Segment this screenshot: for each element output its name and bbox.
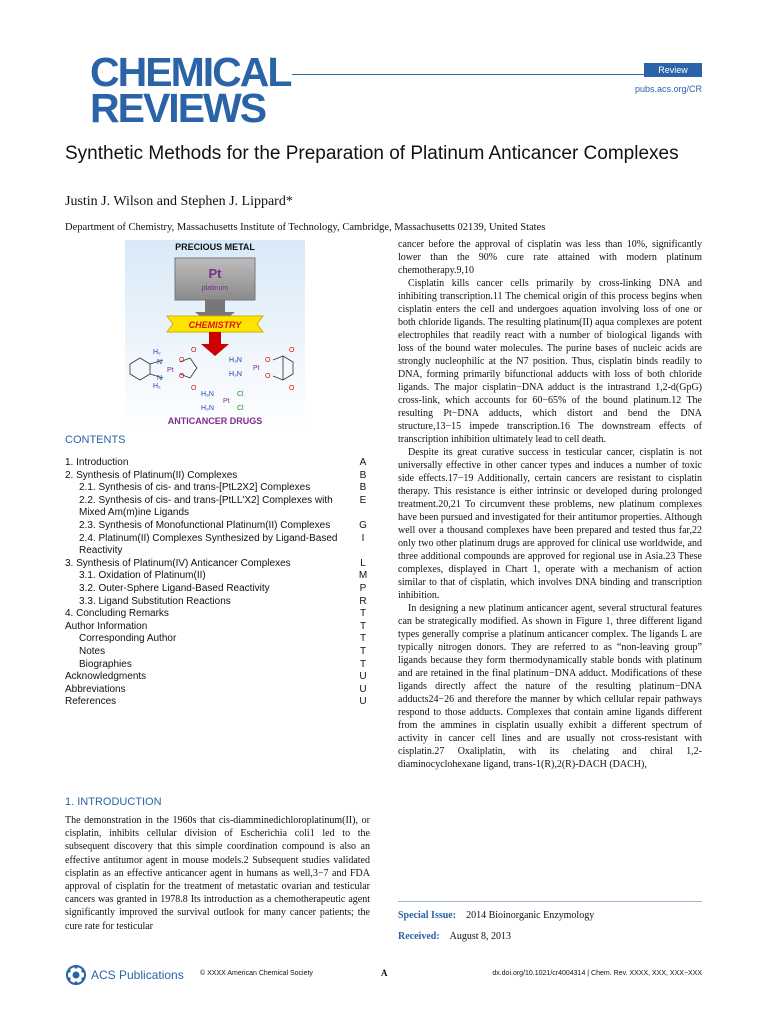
toc-item-page: B (359, 469, 367, 481)
cisplatin-cl-bottom: Cl (237, 405, 244, 412)
carboplatin-pt: Pt (253, 365, 260, 372)
review-badge: Review (644, 63, 702, 77)
introduction-body (65, 814, 370, 933)
received-value: August 8, 2013 (449, 931, 512, 942)
special-issue-label: Special Issue: (398, 910, 457, 921)
paragraph-2: Cisplatin kills cancer cells primarily by cross-linking DNA and inhibiting transcription.11 The chemical origin of this process begins when cisplatin enters the cell and undergoes aquation involving loss of one or both chloride ligands. The resulting platinum(II) aqua complexes are potent electrophiles that readily react with a number of biological ligands with loss of the bound water molecules. The purine bases of nucleic acids are strongly nucleophilic at the N7 position. Thus, cisplatin binds readily to DNA, forming primarily bifunctional adducts with loss of both chloride ligands. The major cisplatin−DNA adduct is the intrastrand 1,2-d(GpG) cross-link, which accounts for 60−65% of the bound platinum.12 The resulting Pt−DNA adducts, which distort and bend the DNA structure,13−15 impede transcription.16 The downstream effects of transcription inhibition ultimately lead to cell death. (398, 278, 702, 445)
oxaliplatin-o-bottom: O (179, 373, 185, 380)
toc-item-label: 2.1. Synthesis of cis- and trans-[PtL2X2] Complexes (79, 482, 311, 494)
toc-item-label: 1. Introduction (65, 457, 129, 468)
oxaliplatin-h2-top: H₂ (153, 349, 161, 356)
meta-rule (398, 901, 702, 902)
cisplatin-cl-top: Cl (237, 391, 244, 398)
carboplatin-o-carbonyl-top: O (289, 347, 295, 354)
toc-item-page: T (359, 608, 367, 620)
oxaliplatin-o-carbonyl-bottom: O (191, 385, 197, 392)
table-of-contents (65, 457, 370, 709)
paragraph-4: In designing a new platinum anticancer agent, several structural features can be strategically modified. As shown in Figure 1, three different ligand types generally comprise a platinum anticancer complex. The ligands L are typically nitrogen donors. They are referred to as “non-leaving group” ligands because they form thermodynamically stable bonds with platinum and are retained in the final platinum−DNA adduct. Modifications of these ligands directly affect the nature of the resulting platinum−DNA adducts24−26 and therefore the manner by which cellular repair pathways respond to those adducts. Complexes that contain amine ligands different from the ammines in cisplatin usually exhibit a different spectrum of activity in cancer cell lines and are usually not cross-resistant with cisplatin.27 Oxaliplatin, with its chelating and chiral 1,2-diaminocyclohexane ligand, trans-1(R),2(R)-DACH (DACH), (398, 603, 702, 770)
toc-item-page: U (359, 696, 367, 708)
acs-publications-logo (65, 964, 195, 986)
toc-item-label: 2.4. Platinum(II) Complexes Synthesized by Ligand-Based Reactivity (79, 532, 338, 557)
article-title: Synthetic Methods for the Preparation of Platinum Anticancer Complexes (65, 143, 679, 164)
toc-graphic (125, 240, 305, 430)
right-column-body (398, 238, 702, 771)
contents-heading: CONTENTS (65, 434, 126, 446)
toc-item[interactable] (65, 671, 370, 684)
toc-item-page: T (359, 658, 367, 670)
journal-logo (90, 49, 310, 132)
toc-item-label: 3.2. Outer-Sphere Ligand-Based Reactivity (79, 582, 270, 594)
carboplatin-o-bottom: O (265, 373, 271, 380)
toc-item[interactable] (65, 457, 370, 470)
cisplatin-pt: Pt (223, 398, 230, 405)
logo-line-1: CHEMICAL (90, 49, 291, 95)
toc-item[interactable] (65, 608, 370, 621)
toc-item[interactable] (65, 659, 370, 672)
toc-item-page: T (359, 645, 367, 657)
toc-item-label: Author Information (65, 620, 148, 632)
toc-graphic-svg (125, 240, 305, 430)
graphic-top-label: PRECIOUS METAL (175, 242, 255, 252)
toc-item-page: G (359, 519, 367, 531)
toc-item-page: R (359, 595, 367, 607)
toc-item[interactable] (65, 520, 370, 533)
element-symbol: Pt (208, 266, 222, 281)
carboplatin-o-top: O (265, 357, 271, 364)
oxaliplatin-o-carbonyl-top: O (191, 347, 197, 354)
affiliation: Department of Chemistry, Massachusetts Institute of Technology, Cambridge, Massachusetts 02139, United States (65, 222, 546, 233)
toc-item-label: Abbreviations (65, 683, 126, 695)
toc-item-label: 2.3. Synthesis of Monofunctional Platinum(II) Complexes (79, 519, 331, 531)
toc-item-label: 2. Synthesis of Platinum(II) Complexes (65, 469, 238, 481)
oxaliplatin-h2-bottom: H₂ (153, 383, 161, 390)
toc-item-page: T (359, 633, 367, 645)
toc-item-label: 4. Concluding Remarks (65, 608, 169, 620)
introduction-paragraph: The demonstration in the 1960s that cis-diamminedichloroplatinum(II), or cisplatin, inhibits cellular division of Escherichia coli1 led to the subsequent discovery that this simple coordination compound is also an effective antitumor agent in mouse models.2 Subsequent studies validated cisplatin as an effective anticancer agent in humans as well,3−7 and FDA approval of cisplatin for the treatment of metastatic ovarian and testicular cancers was granted in 1978.8 Its introduction as a chemotherapeutic agent significantly improved the survival outlook for many cancer patients; the cure rate for testicular (65, 815, 370, 932)
toc-item-page: M (358, 570, 368, 582)
received-label: Received: (398, 931, 440, 942)
carboplatin-h3n-top: H₃N (229, 357, 242, 364)
toc-item[interactable] (65, 633, 370, 646)
toc-item-page: B (359, 482, 367, 494)
toc-item-label: Biographies (79, 658, 132, 670)
page-letter: A (381, 968, 388, 978)
carboplatin-o-carbonyl-bottom: O (289, 385, 295, 392)
toc-item[interactable] (65, 583, 370, 596)
cisplatin-h3n-bottom: H₃N (201, 405, 214, 412)
toc-item-page: L (360, 557, 366, 569)
special-issue (398, 910, 594, 921)
toc-item-page: U (359, 683, 367, 695)
oxaliplatin-n-bottom: N (157, 375, 163, 382)
toc-item-label: Notes (79, 645, 106, 657)
publisher-name: ACS Publications (91, 968, 184, 982)
carboplatin-h3n-bottom: H₃N (229, 371, 242, 378)
oxaliplatin-n-top: N (157, 359, 163, 366)
toc-item[interactable] (65, 696, 370, 709)
graphic-bottom-label: ANTICANCER DRUGS (167, 416, 263, 426)
toc-item[interactable] (65, 558, 370, 571)
toc-item-label: 3.1. Oxidation of Platinum(II) (79, 570, 206, 582)
journal-url[interactable]: pubs.acs.org/CR (634, 84, 702, 94)
copyright: © XXXX American Chemical Society (200, 970, 313, 977)
cisplatin-h3n-top: H₃N (201, 391, 214, 398)
header-rule (292, 74, 702, 75)
toc-item[interactable] (65, 596, 370, 609)
oxaliplatin-o-top: O (179, 357, 185, 364)
toc-item[interactable] (65, 533, 370, 558)
paragraph-1: cancer before the approval of cisplatin was less than 10%, significantly lower than the 90% cure rate attained with modern platinum chemotherapy.9,10 (398, 239, 702, 276)
toc-item-page: T (359, 620, 367, 632)
toc-item[interactable] (65, 646, 370, 659)
toc-item[interactable] (65, 684, 370, 697)
toc-item[interactable] (65, 621, 370, 634)
toc-item-label: Corresponding Author (79, 633, 177, 645)
toc-item-page: I (361, 532, 365, 544)
toc-item[interactable] (65, 482, 370, 495)
authors: Justin J. Wilson and Stephen J. Lippard* (65, 194, 293, 209)
toc-item[interactable] (65, 570, 370, 583)
toc-item-page: A (359, 457, 367, 468)
element-name: platinum (201, 285, 229, 292)
received (398, 931, 511, 942)
toc-item-label: 3. Synthesis of Platinum(IV) Anticancer Complexes (65, 557, 291, 569)
doi-citation[interactable]: dx.doi.org/10.1021/cr4004314 | Chem. Rev. XXXX, XXX, XXX−XXX (492, 970, 702, 977)
paragraph-3: Despite its great curative success in testicular cancer, cisplatin is not universally effective in other cancer types and induces a number of toxic side effects.17−19 Additionally, certain cancers are resistant to cisplatin therapy. This resistance is either intrinsic or developed during prolonged treatment.20,21 To circumvent these problems, new platinum complexes have been pursued and investigated for their antitumor properties. Although well over a thousand complexes have been prepared and tested thus far,22 only two other platinum drugs are approved for clinical use worldwide, and three additional compounds are approved for regional use in Asia.23 These complexes, displayed in Chart 1, operate with a mechanism of action similar to that of cisplatin, which involves DNA binding and transcription inhibition. (398, 447, 702, 601)
acs-hexagon-icon (65, 964, 87, 986)
toc-item[interactable] (65, 470, 370, 483)
toc-item-label: 3.3. Ligand Substitution Reactions (79, 595, 231, 607)
toc-item-page: E (359, 494, 367, 506)
introduction-heading[interactable]: 1. INTRODUCTION (65, 796, 162, 808)
toc-item-page: U (359, 671, 367, 683)
toc-item-label: 2.2. Synthesis of cis- and trans-[PtLL'X2] Complexes with Mixed Am(m)ine Ligands (79, 494, 333, 519)
logo-line-2: REVIEWS (90, 85, 266, 131)
toc-item[interactable] (65, 495, 370, 520)
special-issue-value: 2014 Bioinorganic Enzymology (466, 910, 595, 921)
toc-item-label: Acknowledgments (65, 671, 147, 683)
toc-item-label: References (65, 696, 117, 708)
chemistry-label: CHEMISTRY (188, 320, 242, 330)
toc-item-page: P (359, 582, 367, 594)
oxaliplatin-pt: Pt (167, 367, 174, 374)
